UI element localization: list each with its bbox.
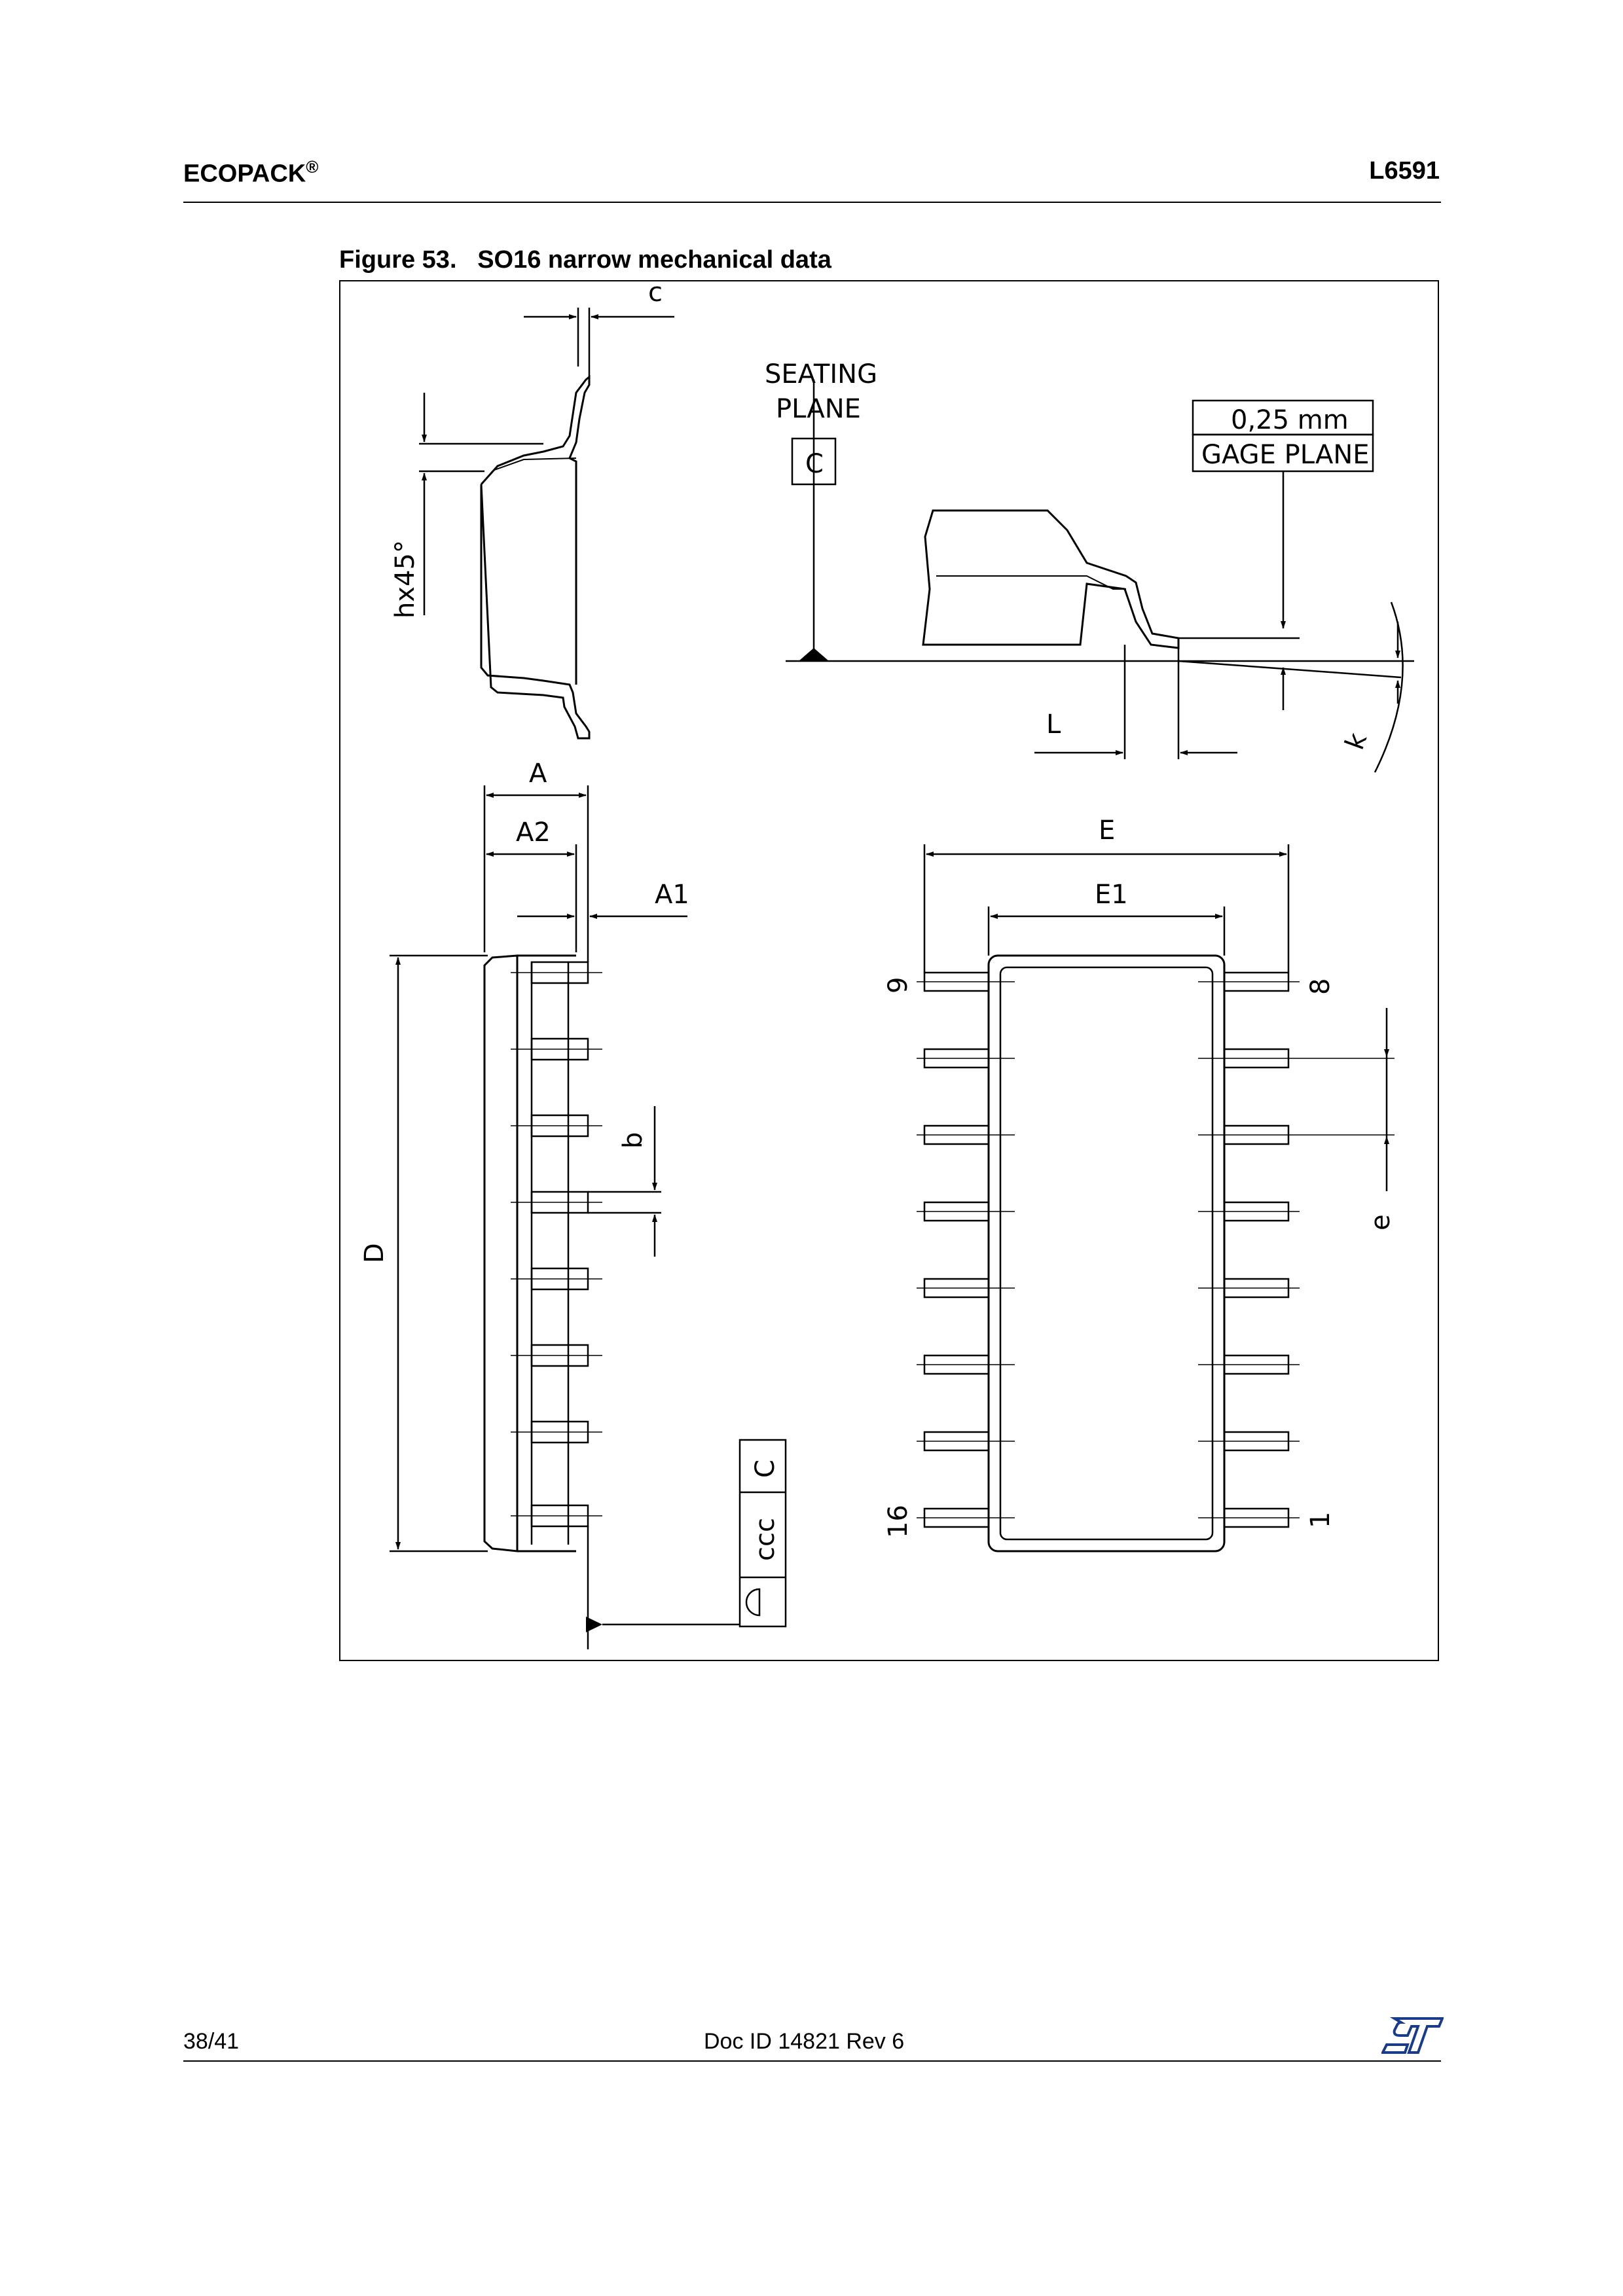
pin-16-label: 16 xyxy=(883,1505,913,1538)
footer-doc-id: Doc ID 14821 Rev 6 xyxy=(704,2029,905,2054)
pin-9-label: 9 xyxy=(883,977,913,994)
dim-A: A xyxy=(529,759,547,789)
ccc-label: ccc xyxy=(750,1518,780,1561)
figure-title: SO16 narrow mechanical data xyxy=(477,246,831,274)
datum-c: C xyxy=(805,449,824,479)
dim-E1: E1 xyxy=(1095,880,1128,910)
ccc-datum: C xyxy=(750,1460,780,1478)
st-logo-icon xyxy=(1381,2016,1444,2055)
registered-mark: ® xyxy=(306,157,319,177)
left-pins xyxy=(924,973,989,1527)
lead-pads xyxy=(511,962,602,1526)
dim-L: L xyxy=(1046,709,1061,740)
dim-c: c xyxy=(648,278,663,308)
dim-D: D xyxy=(359,1243,390,1263)
gage-value: 0,25 mm xyxy=(1231,405,1349,435)
dim-A1: A1 xyxy=(655,880,689,910)
dim-h: hx45° xyxy=(390,540,420,619)
top-view xyxy=(917,844,1395,1551)
seating-label: SEATING xyxy=(765,359,878,389)
dim-k: k xyxy=(1340,728,1374,754)
gage-label: GAGE PLANE xyxy=(1201,440,1370,470)
plane-label: PLANE xyxy=(776,394,861,424)
dim-E: E xyxy=(1099,816,1116,846)
lead-view xyxy=(390,785,786,1649)
footer-page-number: 38/41 xyxy=(183,2029,240,2054)
header-section-title: ECOPACK® xyxy=(183,157,319,188)
side-view xyxy=(419,308,674,738)
dim-A2: A2 xyxy=(516,817,551,848)
pin-8-label: 8 xyxy=(1305,978,1336,995)
seating-plane-detail xyxy=(786,380,1414,772)
dim-e: e xyxy=(1366,1214,1396,1230)
dim-b: b xyxy=(618,1132,648,1149)
figure-label: Figure 53. xyxy=(339,246,457,274)
pin-1-label: 1 xyxy=(1305,1511,1336,1528)
right-pins xyxy=(1224,973,1288,1527)
footer-rule xyxy=(183,2060,1441,2062)
header-part-number: L6591 xyxy=(1369,157,1440,185)
